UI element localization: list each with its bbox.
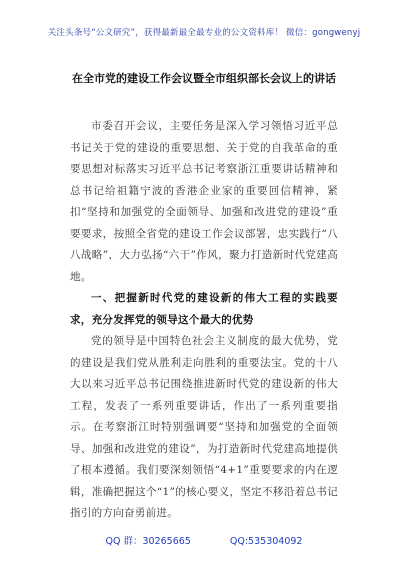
footer-contacts xyxy=(0,533,408,547)
document-title: 在全市党的建设工作会议暨全市组织部长会议上的讲话 xyxy=(72,72,336,85)
section-heading: 一、把握新时代党的建设新的伟大工程的实践要求，充分发挥党的领导这个最大的优势 xyxy=(70,292,338,326)
document-body xyxy=(70,116,338,525)
section-paragraph: 党的领导是中国特色社会主义制度的最大优势，党的建设是我们党从胜利走向胜利的重要法宝。党的十八大以来习近平总书记围绕推进新时代党的建设新的伟大工程，发表了一系列重要讲话，作出了一系列重要指示。在考察浙江时特别强调要“坚持和加强党的全面领导、加强和改进党的建设”，为打造新时代党建高地提供了根本遵循。我们要深刻领悟“4+1”重要要求的内在逻辑，准确把握这个“1”的核心要义，坚定不移沿着总书记指引的方向奋勇前进。 xyxy=(70,335,338,519)
footer-qq-number: QQ:535304092 xyxy=(229,536,303,547)
intro-paragraph: 市委召开会议，主要任务是深入学习领悟习近平总书记关于党的建设的重要思想、关于党的自我革命的重要思想对标落实习近平总书记考察浙江重要讲话精神和总书记给祖籍宁波的香港企业家的重要回信精神，紧扣“坚持和加强党的全面领导、加强和改进党的建设”重要要求，按照全省党的建设工作会议部署，忠实践行“八八战略”，大力弘扬“六干”作风，聚力打造新时代党建高地。 xyxy=(70,120,338,283)
footer-qq-group: QQ 群：30265665 xyxy=(105,536,191,547)
promo-header: 关注头条号“公文研究”，获得最新最全最专业的公文资料库！ 微信：gongwenyj xyxy=(47,28,361,38)
